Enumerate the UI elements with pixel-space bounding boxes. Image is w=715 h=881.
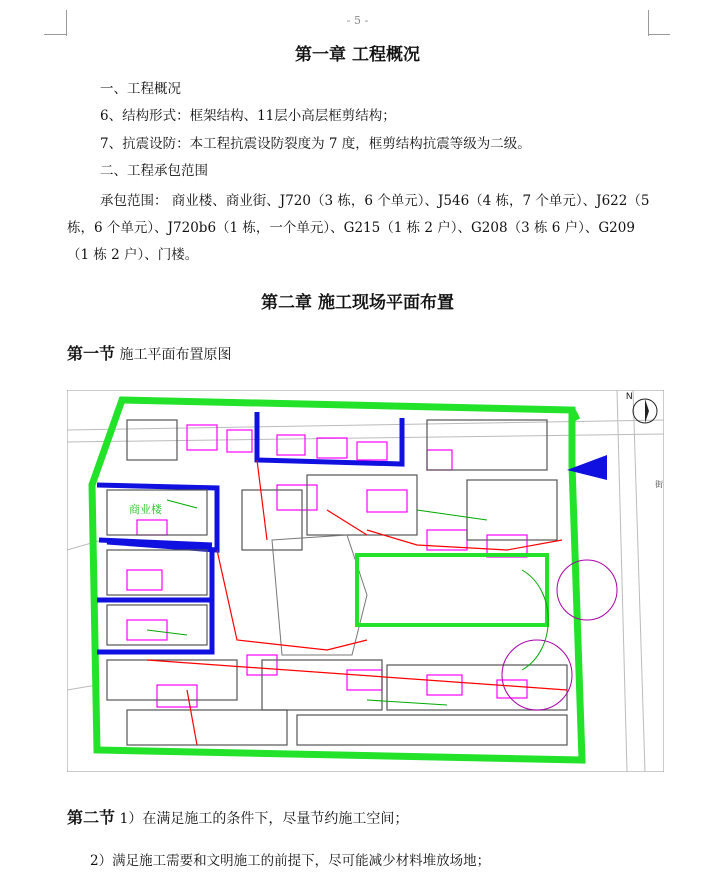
commercial-building-label: 商业楼 <box>129 504 162 516</box>
page-corner-mark <box>44 34 66 35</box>
paragraph: 7、抗震设防：本工程抗震设防裂度为 7 度，框剪结构抗震等级为二级。 <box>100 136 531 152</box>
section-2-heading <box>67 805 408 828</box>
section-label: 第一节 <box>67 344 116 363</box>
paragraph: 6、结构形式：框架结构、11层小高层框剪结构； <box>100 108 396 124</box>
paragraph: 2）满足施工需要和文明施工的前提下，尽可能减少材料堆放场地； <box>90 853 491 869</box>
paragraph-scope: 承包范围： 商业楼、商业街、J720（3 栋，6 个单元）、J546（4 栋，7 个单元）、J622（5 栋，6 个单元）、J720b6（1 栋，一个单元）、G215（1 栋 2 户）、G208（3 栋 6 户）、G209（1 栋 2 户）、门楼。 <box>67 193 650 263</box>
site-plan-svg <box>67 390 664 772</box>
chapter-2-title: 第二章 施工现场平面布置 <box>261 293 454 313</box>
section-paragraph: 1）在满足施工的条件下，尽量节约施工空间； <box>119 811 409 827</box>
svg-text:N: N <box>626 391 633 401</box>
site-plan-drawing <box>67 390 664 772</box>
section-title: 施工平面布置原图 <box>119 347 232 363</box>
paragraph: 二、工程承包范围 <box>100 163 208 179</box>
section-1-heading <box>67 341 231 364</box>
paragraph: 一、工程概况 <box>100 81 181 97</box>
page-corner-mark <box>648 34 670 35</box>
street-label: 街 <box>655 480 663 489</box>
section-label: 第二节 <box>67 808 116 827</box>
page-number: - 5 - <box>346 14 369 27</box>
chapter-1-title: 第一章 工程概况 <box>295 45 420 65</box>
